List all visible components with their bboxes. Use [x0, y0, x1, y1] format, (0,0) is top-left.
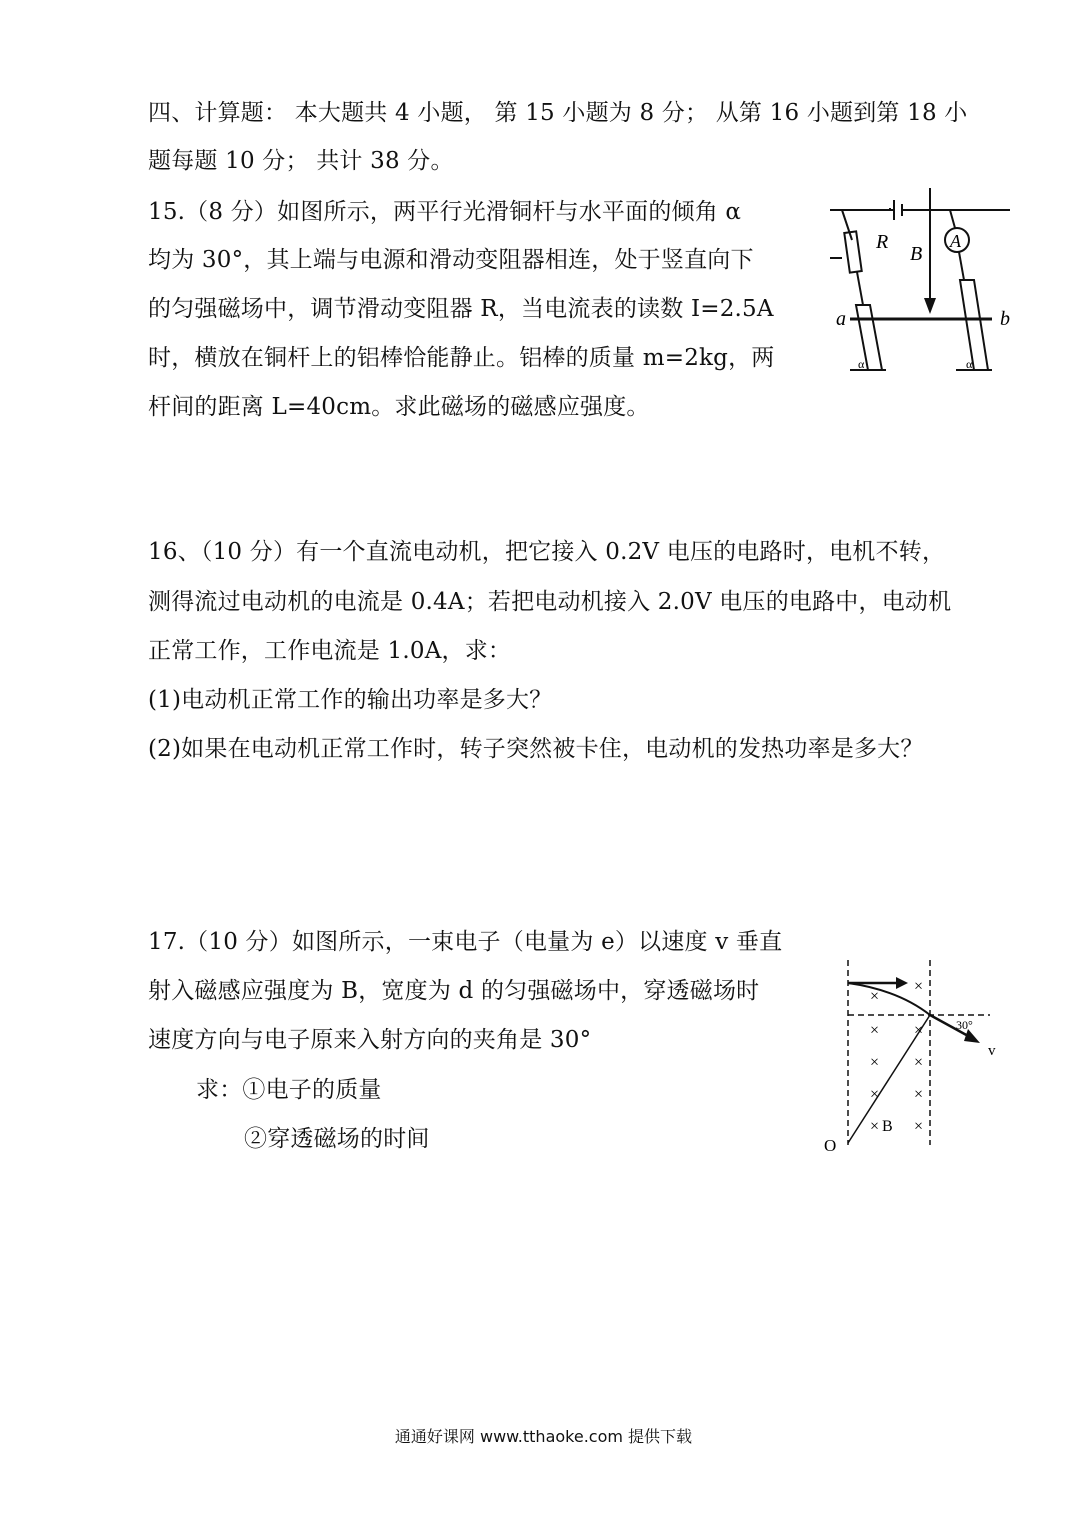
cross-9: × — [870, 1118, 880, 1135]
q16-line-4: (1)电动机正常工作的输出功率是多大？ — [148, 687, 553, 713]
q15-line-3: 的匀强磁场中，调节滑动变阻器 R，当电流表的读数 I=2.5A — [148, 296, 774, 322]
q15-circuit-figure — [830, 180, 1020, 380]
cross-5: × — [870, 1054, 880, 1071]
label-r: R — [876, 231, 889, 253]
label-origin-o: O — [824, 1136, 837, 1155]
label-angle-30: 30° — [956, 1018, 973, 1032]
q16-line-2: 测得流过电动机的电流是 0.4A；若把电动机接入 2.0V 电压的电路中，电动机 — [148, 589, 952, 615]
q15-line-4: 时，横放在铜杆上的铝棒恰能静止。铝棒的质量 m=2kg，两 — [148, 345, 775, 371]
page-footer: 通通好课网 www.tthaoke.com 提供下载 — [394, 1427, 693, 1446]
section-heading-line-2: 题每题 10 分； 共计 38 分。 — [148, 148, 454, 174]
label-a: a — [836, 308, 846, 330]
q17-line-2: 射入磁感应强度为 B，宽度为 d 的匀强磁场中，穿透磁场时 — [148, 978, 760, 1004]
angle-alpha-right: α — [966, 357, 973, 371]
ammeter-a-label: A — [950, 231, 961, 251]
label-field-b: B — [882, 1118, 893, 1135]
q16-line-3: 正常工作，工作电流是 1.0A，求： — [148, 638, 512, 664]
q17-ask-1: 求：①电子的质量 — [196, 1077, 382, 1103]
cross-6: × — [914, 1054, 924, 1071]
cross-7: × — [870, 1086, 880, 1103]
q15-line-5: 杆间的距离 L=40cm。求此磁场的磁感应强度。 — [148, 394, 650, 420]
label-velocity-v: v — [988, 1043, 996, 1059]
label-b-end: b — [1000, 308, 1010, 330]
cross-3: × — [870, 1022, 880, 1039]
q15-line-1: 15.（8 分）如图所示，两平行光滑铜杆与水平面的倾角 α — [148, 199, 742, 225]
cross-10: × — [914, 1118, 924, 1135]
label-b: B — [910, 243, 923, 265]
cross-4: × — [914, 1022, 924, 1039]
q17-line-3: 速度方向与电子原来入射方向的夹角是 30° — [148, 1027, 592, 1053]
q16-line-1: 16、（10 分）有一个直流电动机，把它接入 0.2V 电压的电路时，电机不转， — [148, 539, 946, 565]
cross-1: × — [870, 988, 880, 1005]
q17-magnetic-field-figure — [818, 955, 1008, 1155]
q15-line-2: 均为 30°，其上端与电源和滑动变阻器相连，处于竖直向下 — [148, 247, 754, 273]
q17-ask-2: ②穿透磁场的时间 — [244, 1126, 430, 1152]
q17-line-1: 17.（10 分）如图所示，一束电子（电量为 e）以速度 v 垂直 — [148, 929, 783, 955]
section-heading-line-1: 四、计算题： 本大题共 4 小题， 第 15 小题为 8 分； 从第 16 小题到第 18 小 — [148, 100, 968, 126]
cross-8: × — [914, 1086, 924, 1103]
q16-line-5: (2)如果在电动机正常工作时，转子突然被卡住，电动机的发热功率是多大？ — [148, 736, 924, 762]
cross-2: × — [914, 978, 924, 995]
angle-alpha-left: α — [858, 357, 865, 371]
